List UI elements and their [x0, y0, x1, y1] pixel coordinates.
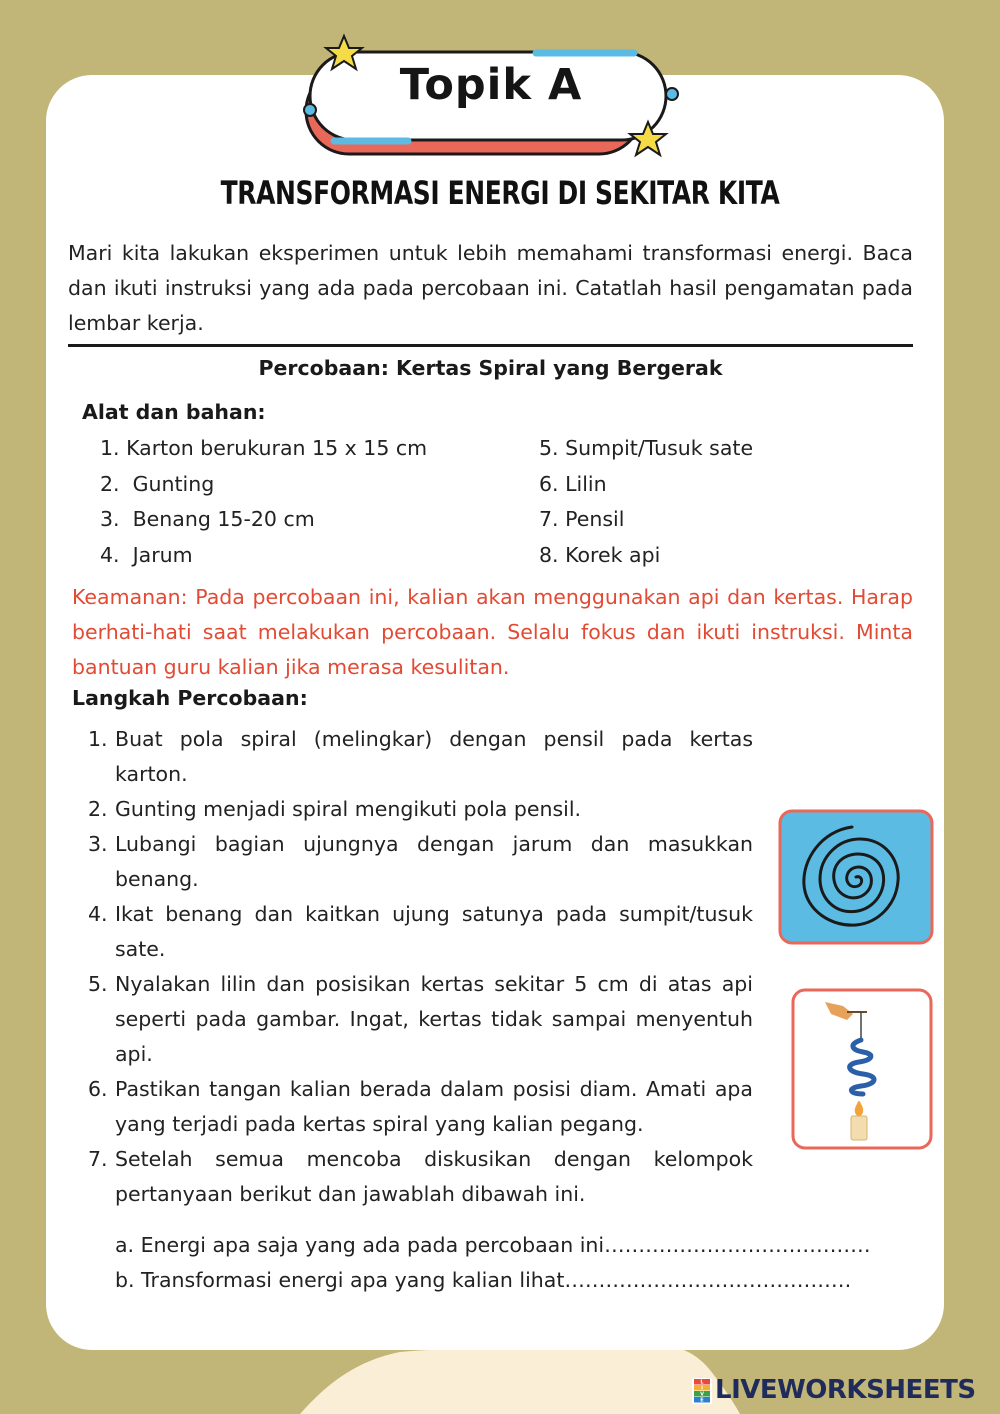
material-item: 1. Karton berukuran 15 x 15 cm — [100, 436, 428, 460]
svg-text:I: I — [701, 1385, 703, 1392]
steps-list — [88, 722, 753, 1212]
step-item: 7. Setelah semua mencoba diskusikan dengan kelompok pertanyaan berikut dan jawablah dibawah ini. — [88, 1147, 753, 1206]
step-item: 1. Buat pola spiral (melingkar) dengan pensil pada kertas karton. — [88, 727, 753, 786]
material-item: 8. Korek api — [539, 542, 661, 567]
question-b: b. Transformasi energi apa yang kalian lihat…………………………………… — [115, 1268, 852, 1292]
spiral-paper-image — [778, 809, 934, 945]
topic-title: Topik A — [399, 60, 583, 110]
question-a: a. Energi apa saja yang ada pada percobaan ini………………………………… — [115, 1233, 871, 1257]
material-item: 6. Lilin — [539, 471, 607, 496]
svg-text:V: V — [700, 1391, 704, 1398]
logo-text: LIVEWORKSHEETS — [715, 1375, 976, 1405]
step-item: 6. Pastikan tangan kalian berada dalam posisi diam. Amati apa yang terjadi pada kertas spiral yang kalian pegang. — [88, 1077, 753, 1136]
material-item: 4. Jarum — [100, 542, 193, 567]
material-item: 2. Gunting — [100, 471, 215, 496]
materials-list-left — [100, 431, 427, 573]
intro-paragraph: Mari kita lakukan eksperimen untuk lebih memahami transformasi energi. Baca dan ikuti instruksi yang ada pada percobaan ini. Catatlah hasil pengamatan pada lembar kerja. — [68, 241, 913, 335]
page-subtitle: TRANSFORMASI ENERGI DI SEKITAR KITA — [220, 174, 780, 212]
steps-title: Langkah Percobaan: — [72, 686, 308, 710]
material-item: 7. Pensil — [539, 507, 625, 531]
candle-spiral-image — [791, 988, 933, 1150]
materials-list-right — [539, 431, 753, 573]
material-item: 3. Benang 15-20 cm — [100, 507, 315, 531]
step-item: 2. Gunting menjadi spiral mengikuti pola pensil. — [88, 797, 582, 821]
divider — [68, 344, 913, 347]
step-item: 3. Lubangi bagian ujungnya dengan jarum dan masukkan benang. — [88, 832, 753, 891]
step-item: 4. Ikat benang dan kaitkan ujung satunya pada sumpit/tusuk sate. — [88, 902, 753, 961]
logo-mark-icon — [692, 1378, 712, 1404]
step-item: 5. Nyalakan lilin dan posisikan kertas sekitar 5 cm di atas api seperti pada gambar. Ingat, kertas tidak sampai menyentuh api. — [88, 972, 753, 1066]
safety-warning: Keamanan: Pada percobaan ini, kalian akan menggunakan api dan kertas. Harap berhati-hati saat melakukan percobaan. Selalu fokus dan ikuti instruksi. Minta bantuan guru kalian jika merasa kesulitan. — [72, 585, 913, 679]
material-item: 5. Sumpit/Tusuk sate — [539, 436, 754, 460]
experiment-title: Percobaan: Kertas Spiral yang Bergerak — [258, 356, 723, 380]
svg-text:L: L — [700, 1379, 704, 1386]
svg-text:E: E — [700, 1397, 704, 1404]
materials-title: Alat dan bahan: — [82, 400, 266, 424]
